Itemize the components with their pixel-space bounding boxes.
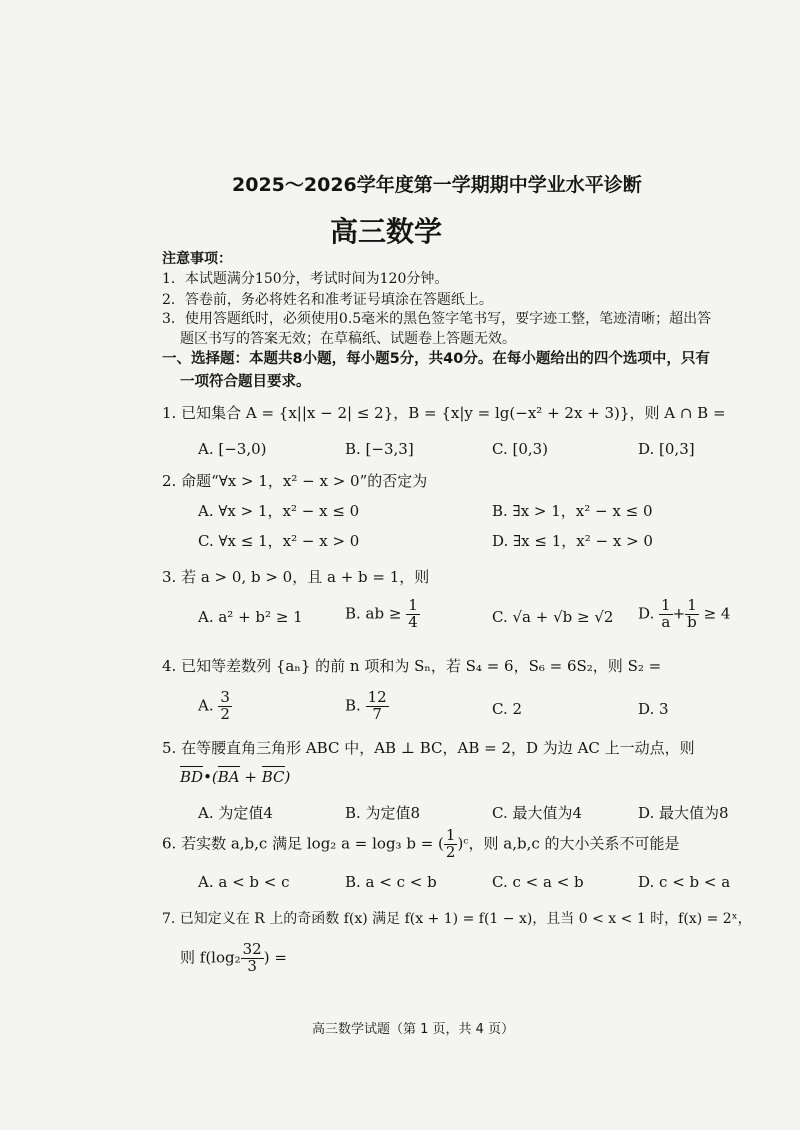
q6-option-a: A. a < b < c: [198, 873, 290, 891]
q4-option-a-fraction: $\frac{3}{2}$: [220, 688, 230, 723]
vector-bd: BD: [180, 768, 204, 786]
page-footer: 高三数学试题（第 1 页，共 4 页）: [312, 1022, 515, 1037]
section-heading: 一、选择题：本题共8小题，每小题5分，共40分。在每小题给出的四个选项中，只有: [162, 351, 710, 367]
q6-option-c: C. c < a < b: [492, 873, 584, 891]
q2-option-b: B. ∃x > 1，x² − x ≤ 0: [492, 502, 653, 520]
subject-title: 高三数学: [330, 215, 443, 248]
q3-option-d-fraction-2: $\frac{1}{b}$: [687, 596, 697, 631]
vector-close: ): [284, 768, 291, 786]
q6-stem-fraction: $\frac{1}{2}$: [445, 826, 456, 861]
q3-option-d-label: D.: [638, 604, 655, 623]
q3-option-a: A. a² + b² ≥ 1: [198, 608, 303, 626]
q4-option-c: C. 2: [492, 700, 523, 718]
q5-option-a: A. 为定值4: [198, 804, 273, 822]
q2-option-a: A. ∀x > 1，x² − x ≤ 0: [198, 502, 360, 520]
question-5-stem: 5. 在等腰直角三角形 ABC 中，AB ⊥ BC，AB = 2，D 为边 AC 上一动点，则: [162, 739, 695, 757]
question-3-stem: 3. 若 a > 0, b > 0，且 a + b = 1，则: [162, 568, 430, 586]
q7-line2-pre: 则 f(log₂: [180, 948, 241, 967]
q3-option-b-label: B. ab ≥: [345, 604, 402, 623]
q3-option-d-tail: ≥ 4: [703, 604, 731, 623]
q5-vector-expression: [180, 768, 290, 786]
q4-option-d: D. 3: [638, 700, 669, 718]
question-4-stem: 4. 已知等差数列 {aₙ} 的前 n 项和为 Sₙ，若 S₄ = 6，S₆ = 6S₂，则 S₂ =: [162, 657, 662, 675]
q6-stem-post: )ᶜ，则 a,b,c 的大小关系不可能是: [457, 834, 680, 853]
question-2-stem: 2. 命题“∀x > 1，x² − x > 0”的否定为: [162, 472, 428, 490]
q6-option-d: D. c < b < a: [638, 873, 731, 891]
q3-option-d-fraction-1: $\frac{1}{a}$: [661, 596, 671, 631]
q2-option-d: D. ∃x ≤ 1，x² − x > 0: [492, 532, 653, 550]
q3-option-d-plus: +: [672, 604, 686, 623]
question-1-stem: 1. 已知集合 A = {x||x − 2| ≤ 2}，B = {x|y = lg(−x² + 2x + 3)}，则 A ∩ B =: [162, 404, 726, 422]
section-heading-cont: 一项符合题目要求。: [180, 374, 311, 390]
q7-line2-fraction: $\frac{32}{3}$: [242, 940, 262, 975]
vector-bc: BC: [261, 768, 285, 786]
q1-option-d: D. [0,3]: [638, 440, 695, 458]
q7-line2-post: ) =: [263, 948, 287, 967]
vector-plus: +: [239, 768, 262, 786]
q2-option-c: C. ∀x ≤ 1，x² − x > 0: [198, 532, 360, 550]
q4-option-b: [345, 690, 389, 723]
exam-title: 2025～2026学年度第一学期期中学业水平诊断: [232, 174, 642, 196]
q1-option-a: A. [−3,0): [198, 440, 267, 458]
note-item: 2．答卷前，务必将姓名和准考证号填涂在答题纸上。: [162, 292, 493, 308]
q3-option-b-fraction: $\frac{1}{4}$: [408, 596, 418, 631]
q1-option-c: C. [0,3): [492, 440, 549, 458]
q4-option-a: [198, 690, 232, 723]
q3-option-b: [345, 598, 420, 631]
q5-option-c: C. 最大值为4: [492, 804, 583, 822]
q4-option-b-label: B.: [345, 696, 361, 715]
question-7-stem: 7. 已知定义在 R 上的奇函数 f(x) 满足 f(x + 1) = f(1 − x)，且当 0 < x < 1 时，f(x) = 2ˣ，: [162, 911, 752, 927]
vector-ba: BA: [217, 768, 240, 786]
q4-option-a-label: A.: [198, 696, 214, 715]
q5-option-d: D. 最大值为8: [638, 804, 729, 822]
q6-stem-pre: 6. 若实数 a,b,c 满足 log₂ a = log₃ b = (: [162, 834, 444, 853]
notes-heading: 注意事项：: [162, 251, 232, 267]
note-item: 3．使用答题纸时，必须使用0.5毫米的黑色签字笔书写，要字迹工整，笔迹清晰；超出答: [162, 311, 712, 327]
q5-option-b: B. 为定值8: [345, 804, 421, 822]
q6-option-b: B. a < c < b: [345, 873, 437, 891]
q4-option-b-fraction: $\frac{12}{7}$: [367, 688, 387, 723]
q1-option-b: B. [−3,3]: [345, 440, 414, 458]
q3-option-c: C. √a + √b ≥ √2: [492, 608, 614, 626]
question-7-line2: [180, 942, 287, 975]
note-item: 题区书写的答案无效；在草稿纸、试题卷上答题无效。: [180, 331, 516, 347]
question-6-stem: [162, 828, 680, 861]
q3-option-d: [638, 598, 730, 631]
vector-dot: •(: [203, 768, 218, 786]
note-item: 1．本试题满分150分，考试时间为120分钟。: [162, 271, 449, 287]
